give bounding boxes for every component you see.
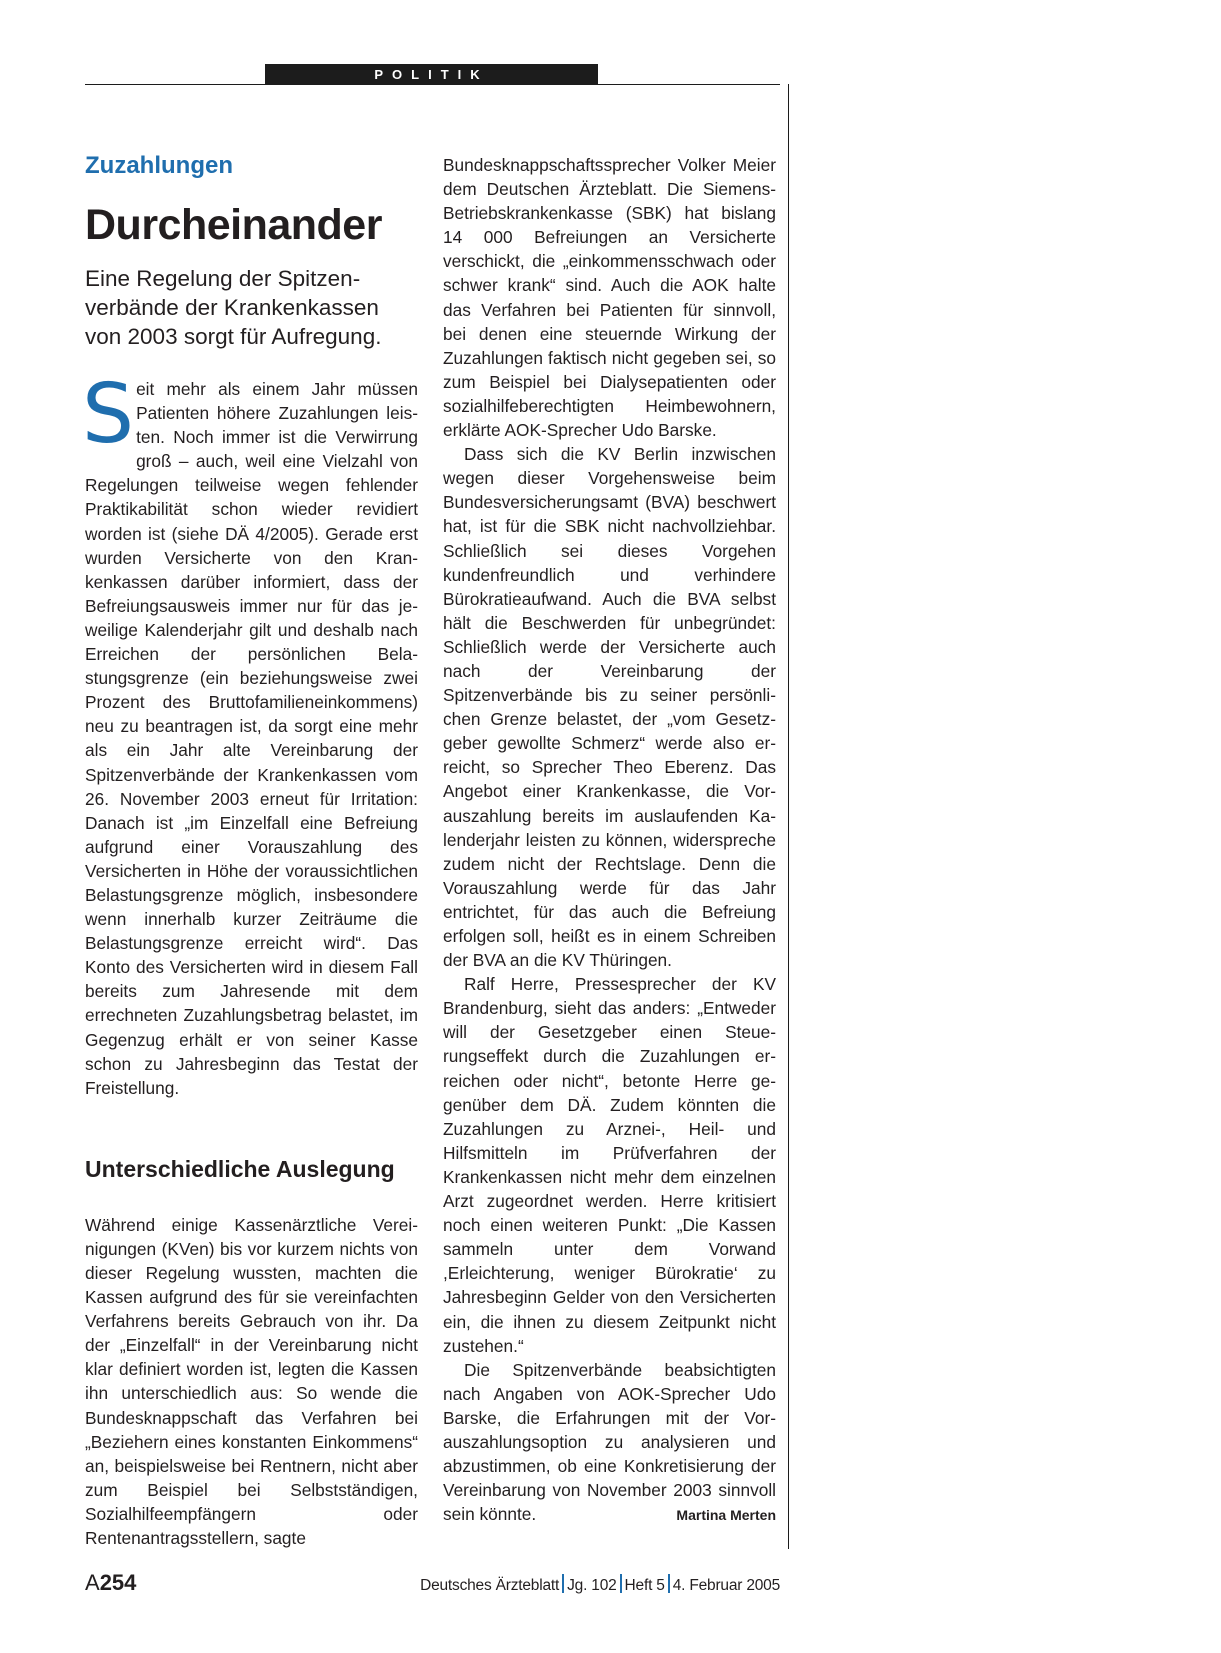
page-folio <box>85 1568 136 1598</box>
body-paragraph: Ralf Herre, Pressesprecher der KV Brandenburg, sieht das anders: „Entweder will der Gesetzgeber einen Steuerungseffekt durch die Zuzahlungen erreichen oder nicht“, betonte Herre gegenüber dem DÄ. Zudem könnten die Zuzahlungen zu Arznei-, Heil- und Hilfsmitteln im Prüfverfahren der Krankenkassen nicht mehr dem einzelnen Arzt zugeordnet werden. Herre kritisiert noch einen weiteren Punkt: „Die Kassen sammeln unter dem Vorwand ,Erleichterung, weniger Bürokratie‘ zu Jahresbeginn Gelder von den Versicherten ein, die ihnen zu diesem Zeitpunkt nicht zustehen.“ <box>443 974 776 1356</box>
body-paragraph-text: eit mehr als einem Jahr müssen Patienten höhere Zuzahlungen leisten. Noch immer ist die Verwirrung groß – auch, weil eine Vielzahl von Regelungen teilweise wegen fehlender Praktikabilität schon wieder revidiert worden ist (siehe DÄ 4/2005). Gerade erst wurden Versicherte von den Krankenkassen darüber informiert, dass der Befreiungsausweis immer nur für das jeweilige Kalenderjahr gilt und deshalb nach Erreichen der persönlichen Belastungsgrenze (ein beziehungsweise zwei Prozent des Bruttofamilieneinkommens) neu zu beantragen ist, da sorgt eine mehr als ein Jahr alte Vereinbarung der Spitzenverbände der Krankenkassen vom 26. November 2003 erneut für Irritation: Danach ist „im Einzelfall eine Befreiung aufgrund einer Vorauszahlung des Versicherten in Höhe der voraussichtlichen Belastungsgrenze möglich, insbesondere wenn innerhalb kurzer Zeiträume die Belastungsgrenze erreicht wird“. Das Konto des Versicherten wird in diesem Fall bereits zum Jahresende mit dem errechneten Zuzahlungsbetrag belastet, im Gegenzug erhält er von seiner Kasse schon zu Jahresbeginn das Testat der Freistellung. <box>85 379 418 1098</box>
header-rule <box>85 84 780 85</box>
divider <box>668 1574 670 1593</box>
article-kicker: Zuzahlungen <box>85 152 233 179</box>
body-paragraph <box>82 367 418 1100</box>
journal-footer <box>420 1574 780 1596</box>
body-paragraph: Während einige Kassenärztliche Vereinigungen (KVen) bis vor kurzem nichts von dieser Regelung wussten, machten die Kassen aufgrund des für sie vereinfachten Verfahrens bereits Gebrauch von ihr. Da der „Einzelfall“ in der Vereinbarung nicht klar definiert worden ist, legten die Kassen ihn unterschiedlich aus: So wende die Bundesknappschaft das Verfahren bei „Beziehern eines konstanten Einkommens“ an, beispielsweise bei Rentnern, nicht aber zum Beispiel bei Selbstständigen, Sozialhilfeempfängern oder Rentenantragsstellern, sagte <box>85 1214 418 1549</box>
body-paragraph: Bundesknappschaftssprecher Volker Meier dem Deutschen Ärzteblatt. Die Siemens-Betriebskrankenkasse (SBK) hat bislang 14 000 Befreiungen an Versicherte verschickt, die „einkommensschwach oder schwer krank“ sind. Auch die AOK halte das Verfahren bei Patienten für sinnvoll, bei denen eine steuernde Wirkung der Zuzahlungen faktisch nicht gegeben sei, so zum Beispiel bei Dialysepatienten oder sozialhilfeberechtigten Heimbewohnern, erklärte AOK-Sprecher Udo Barske. <box>443 155 776 441</box>
section-label: POLITIK <box>265 64 598 85</box>
divider <box>620 1574 622 1593</box>
article-right-column <box>443 153 776 1527</box>
journal-name: Deutsches Ärzteblatt <box>420 1577 560 1594</box>
page-number: 254 <box>99 1570 137 1595</box>
author-byline: Martina Merten <box>676 1507 776 1524</box>
article-left-column <box>82 151 418 1550</box>
article-headline: Durcheinander <box>85 201 382 249</box>
journal-volume: Jg. 102 <box>567 1577 617 1594</box>
folio-prefix: A <box>85 1570 100 1595</box>
body-paragraph-text: Die Spitzenverbände beabsichtigten nach Angaben von AOK-Sprecher Udo Barske, die Erfahrungen mit der Vorauszahlungsoption zu analysieren und abzustimmen, ob eine Konkretisierung der Vereinbarung von November 2003 sinnvoll sein könnte. <box>443 1359 776 1525</box>
body-paragraph: Dass sich die KV Berlin inzwischen wegen dieser Vorgehensweise beim Bundesversicherungsamt (BVA) beschwert hat, ist für die SBK nicht nachvollziehbar. Schließlich sei dieses Vorgehen kundenfreundlich und verhindere Bürokratieaufwand. Auch die BVA selbst hält die Beschwerden für unbegründet: Schließlich werde der Versicherte auch nach der Vereinbarung der Spitzenverbände bis zu seiner persönlichen Grenze belastet, der „vom Gesetzgeber gewollte Schmerz“ werde also erreicht, so Sprecher Theo Eberenz. Das Angebot einer Krankenkasse, die Vorauszahlung bereits im auslaufenden Kalenderjahr leisten zu können, widerspreche zudem nicht der Rechtslage. Denn die Vorauszahlung werde für das Jahr entrichtet, für das auch die Befreiung erfolgen soll, heißt es in einem Schreiben der BVA an die KV Thüringen. <box>443 444 776 971</box>
drop-cap: S <box>82 367 135 462</box>
article-subhead: Unterschiedliche Auslegung <box>85 1155 395 1182</box>
column-rule <box>788 84 789 1549</box>
divider <box>562 1574 564 1593</box>
body-paragraph <box>443 1358 776 1527</box>
journal-date: 4. Februar 2005 <box>672 1577 780 1594</box>
journal-issue: Heft 5 <box>624 1577 665 1594</box>
article-deck: Eine Regelung der Spitzenverbände der Krankenkassen von 2003 sorgt für Aufregung. <box>85 266 382 349</box>
